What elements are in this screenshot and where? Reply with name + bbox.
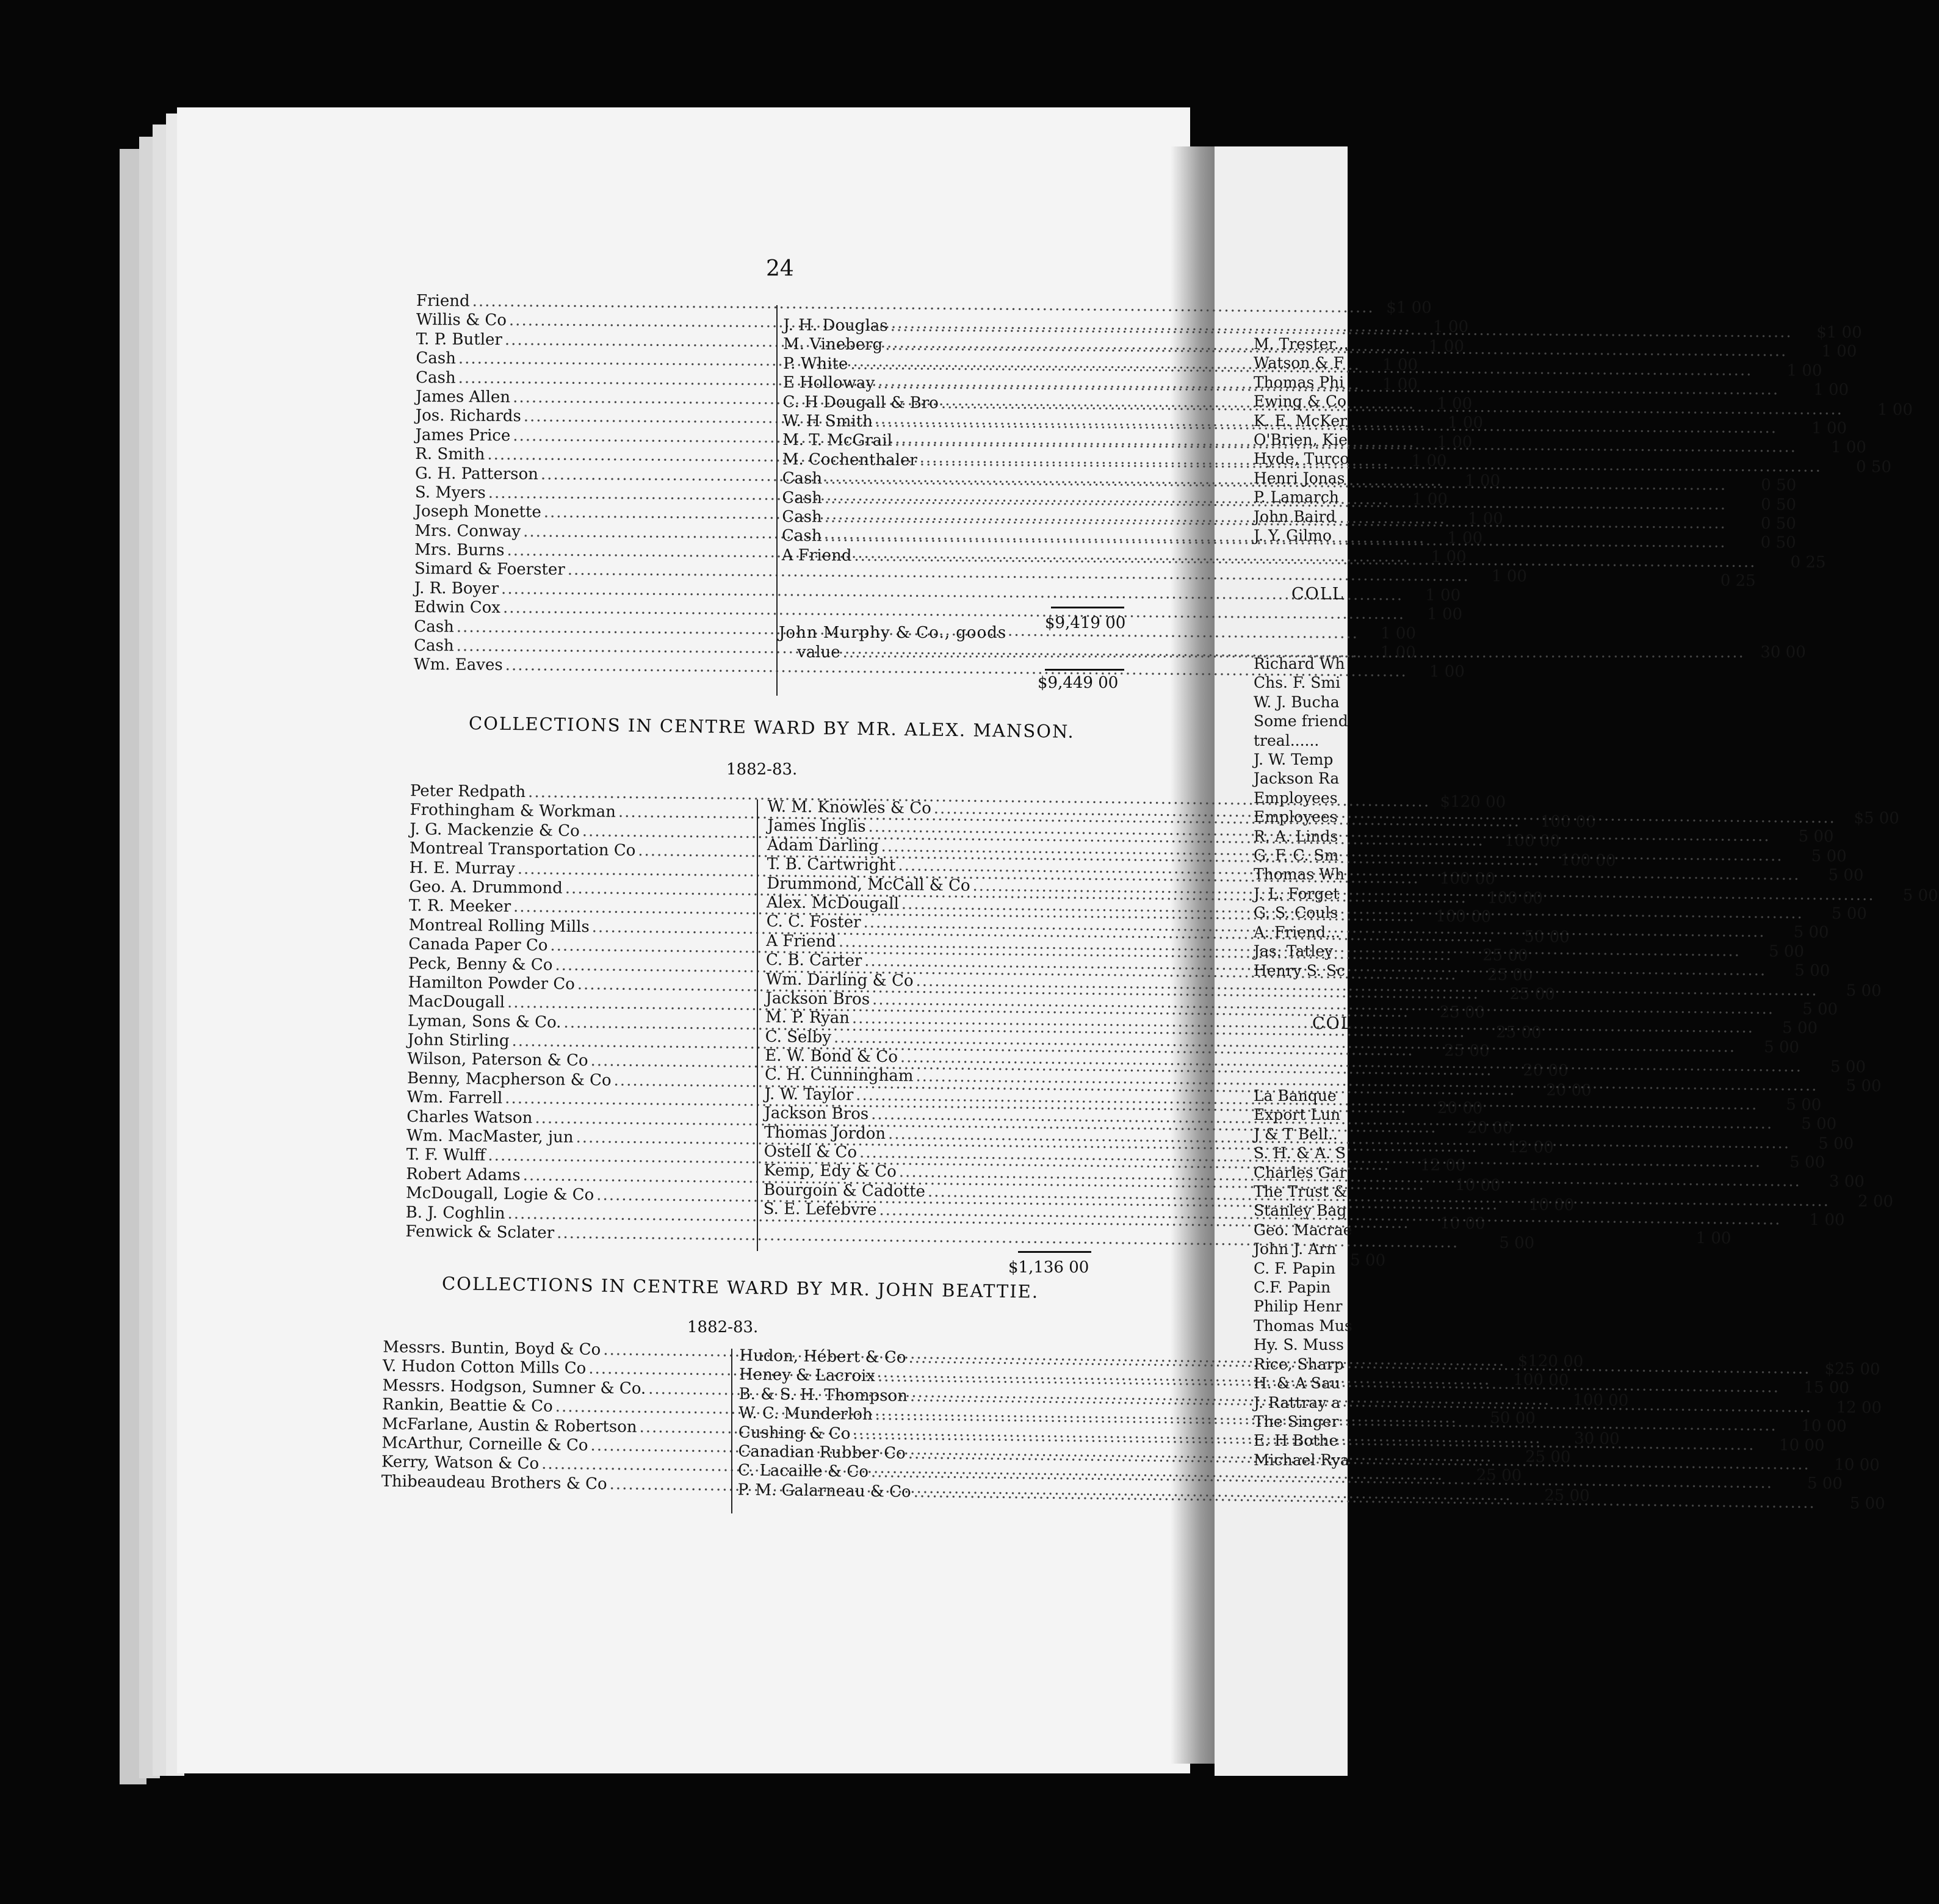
facing-page-entry: K. E. McKer — [1254, 411, 1348, 430]
entry-amount: 5 00 — [1798, 828, 1834, 846]
entry-name: T. B. Cartwright — [767, 855, 896, 875]
entry-name: C. B. Carter — [765, 951, 862, 970]
entry-name: Cash — [782, 507, 822, 527]
entry-name: M. P. Ryan — [765, 1008, 850, 1028]
entry-amount: 1 00 — [1437, 433, 1473, 452]
entry-name: C. Selby — [765, 1027, 832, 1047]
entry-amount: 12 00 — [1508, 1138, 1554, 1157]
entry-name: H. E. Murray — [409, 858, 515, 878]
entry-amount: 5 00 — [1768, 942, 1805, 961]
entry-name: John Stirling — [407, 1031, 510, 1050]
entry-amount: 3 00 — [1829, 1172, 1865, 1192]
entry-name: Fenwick & Sclater — [405, 1222, 555, 1242]
entry-amount: 5 00 — [1830, 1058, 1866, 1076]
entry-name: Wm. Eaves — [413, 655, 503, 675]
entry-amount: 1 00 — [1809, 1211, 1845, 1230]
facing-page-list-3 — [1254, 1086, 1352, 1469]
entry-amount: 1 00 — [1412, 490, 1448, 509]
entry-name: Simard & Foerster — [414, 560, 565, 580]
manson-total-rule — [1018, 1251, 1091, 1253]
entry-name: Wilson, Paterson & Co — [407, 1050, 588, 1070]
facing-page-entry: Stanley Bag — [1254, 1202, 1347, 1220]
entry-name: W. C. Munderloh — [738, 1404, 873, 1424]
entry-amount: 5 00 — [1789, 1153, 1825, 1172]
entry-amount: 25 00 — [1443, 1041, 1490, 1061]
entry-amount: 5 00 — [1807, 1474, 1843, 1493]
entry-name: Kerry, Watson & Co — [381, 1452, 540, 1474]
entry-amount: 0 50 — [1761, 495, 1797, 514]
top-total: $9,449 00 — [1038, 674, 1119, 692]
entry-name: Cash — [414, 617, 454, 636]
entry-name: Peck, Benny & Co — [408, 954, 553, 975]
facing-page-entry: The Singer — [1254, 1412, 1339, 1430]
entry-amount: 100 00 — [1573, 1391, 1629, 1410]
ledger-row — [783, 316, 1862, 342]
facing-page-entry: G. F. C. Sm — [1254, 846, 1339, 865]
facing-page-entry: Watson & F — [1254, 354, 1344, 372]
entry-name: E. W. Bond & Co — [765, 1047, 898, 1067]
entry-name: Jackson Bros — [764, 1104, 869, 1124]
entry-name: P. M. Galarneau & Co — [737, 1480, 911, 1501]
entry-amount: 1 00 — [1695, 1228, 1731, 1248]
entry-name: James Price — [415, 425, 511, 445]
entry-name: C. H. Cunningham — [764, 1066, 914, 1086]
ledger-row — [414, 560, 1527, 586]
entry-amount: 25 00 — [1509, 984, 1556, 1004]
entry-name: J. G. Mackenzie & Co — [410, 820, 580, 840]
entry-name: Cash — [781, 527, 822, 546]
entry-name: Cushing & Co — [738, 1423, 851, 1443]
entry-amount: 1 00 — [1380, 624, 1417, 643]
entry-name: A Friend — [781, 546, 852, 565]
entry-name: Robert Adams — [406, 1164, 521, 1185]
entry-name: Cash — [782, 488, 823, 507]
facing-page-entry: Richard Wh — [1254, 655, 1345, 673]
entry-amount: 1 00 — [1433, 318, 1469, 337]
facing-page-entry: J. W. Temp — [1254, 751, 1334, 769]
entry-amount: 20 00 — [1467, 1118, 1513, 1138]
entry-name: C. Lacaille & Co — [737, 1461, 869, 1482]
top-subtotal: $9,419 00 — [1045, 614, 1126, 632]
entry-amount: 1 00 — [1447, 414, 1484, 433]
facing-page-entry: C. F. Papin — [1254, 1259, 1336, 1277]
facing-page-entry: S. H. & A. S — [1254, 1144, 1346, 1163]
entry-name: Montreal Transportation Co — [409, 839, 636, 860]
entry-amount: 10 00 — [1778, 1435, 1825, 1455]
facing-page-entry: Thomas Mus — [1254, 1316, 1352, 1335]
entry-name: Canadian Rubber Co — [738, 1442, 906, 1463]
facing-page-entry: Export Lun — [1254, 1106, 1341, 1124]
entry-name: M. T. McGrail — [782, 431, 892, 450]
entry-name: Wm. MacMaster, jun — [406, 1127, 574, 1147]
entry-amount: 30 00 — [1573, 1429, 1620, 1448]
facing-page-entry: Ewing & Co — [1254, 392, 1347, 411]
entry-name: Benny, Macpherson & Co — [406, 1069, 612, 1090]
entry-amount: 1 00 — [1382, 356, 1418, 375]
entry-amount: 100 00 — [1435, 907, 1492, 926]
facing-page-heading-1: COLL — [1291, 585, 1345, 604]
entry-amount: 1 00 — [1467, 510, 1504, 528]
entry-name: M. Cochenthaler — [782, 450, 917, 470]
entry-amount: 1 00 — [1411, 452, 1447, 471]
entry-amount: 1 00 — [1427, 605, 1463, 624]
entry-name: Drummond, McCall & Co — [767, 874, 970, 895]
facing-page-entry: A. Friend... — [1254, 923, 1340, 941]
entry-amount: $120 00 — [1517, 1352, 1584, 1371]
entry-amount: 100 00 — [1513, 1371, 1569, 1390]
entry-amount: 100 00 — [1504, 831, 1560, 851]
entry-amount: 1 00 — [1877, 400, 1913, 419]
facing-page-entry: G. S. Couls — [1254, 904, 1338, 922]
entry-name: Charles Watson — [406, 1107, 533, 1127]
column-divider — [776, 305, 778, 696]
entry-name: Jos. Richards — [415, 406, 521, 426]
facing-page-entry: O'Brien, Kie — [1254, 431, 1348, 449]
entry-name: C. C. Foster — [766, 912, 861, 932]
entry-name: Cash — [416, 368, 456, 387]
entry-amount: 1 00 — [1380, 643, 1416, 662]
entry-name: Thibeaudeau Brothers & Co — [381, 1472, 607, 1493]
entry-name: W. M. Knowles & Co — [767, 798, 931, 818]
entry-name: MacDougall — [408, 992, 505, 1012]
facing-page-entry: Geo. Macrae — [1254, 1221, 1352, 1239]
entry-amount: 10 00 — [1455, 1175, 1501, 1195]
entry-name: B. & S. H. Thompson — [738, 1385, 908, 1405]
entry-name: T. R. Meeker — [408, 896, 511, 917]
entry-amount: 20 00 — [1523, 1061, 1569, 1081]
entry-name: S. Myers — [414, 483, 486, 502]
entry-amount: 1 00 — [1425, 586, 1461, 605]
entry-amount: 25 00 — [1439, 1003, 1486, 1022]
entry-amount: 25 00 — [1544, 1486, 1590, 1506]
entry-amount: $5 00 — [1854, 809, 1900, 828]
entry-amount: 1 00 — [1786, 361, 1822, 380]
facing-page-entry: Jas. Tatley — [1254, 942, 1334, 961]
facing-page-entry: Charles Gar — [1254, 1163, 1347, 1181]
entry-name: J. W. Taylor — [764, 1084, 854, 1105]
entry-name: Bourgoin & Cadotte — [763, 1180, 926, 1201]
facing-page-entry: Philip Henr — [1254, 1297, 1343, 1316]
entry-amount: 5 00 — [1818, 1134, 1854, 1153]
entry-name: Ostell & Co — [764, 1142, 858, 1162]
entry-amount: 1 00 — [1428, 337, 1465, 356]
facing-page-entry: treal...... — [1254, 731, 1320, 749]
entry-name: P. White — [782, 354, 848, 373]
entry-name: Jackson Bros — [765, 989, 870, 1009]
entry-name: Kemp, Edy & Co — [764, 1161, 897, 1181]
facing-page-list-1 — [1254, 334, 1349, 545]
facing-page-entry: R. A. Linds — [1254, 827, 1338, 845]
entry-name: Cash — [782, 469, 823, 488]
entry-name: Mrs. Conway — [414, 521, 521, 541]
entry-name: Geo. A. Drummond — [409, 878, 563, 898]
goods-entry-amount: 30 00 — [1760, 643, 1806, 662]
entry-name: Thomas Jordon — [764, 1123, 886, 1143]
entry-amount: 5 00 — [1499, 1233, 1535, 1253]
section-year-beattie: 1882-83. — [687, 1318, 759, 1336]
facing-page-entry: Hy. S. Muss — [1254, 1336, 1344, 1354]
facing-page-entry: Henry S. Sc — [1254, 961, 1345, 979]
entry-amount: 100 00 — [1439, 869, 1495, 889]
entry-name: E Holloway — [782, 373, 875, 393]
entry-name: Canada Paper Co — [408, 935, 548, 955]
entry-name: Alex. McDougall — [766, 893, 900, 914]
entry-amount: 5 00 — [1811, 846, 1847, 866]
entry-amount: 5 00 — [1782, 1019, 1818, 1038]
entry-name: Messrs. Hodgson, Sumner & Co. — [382, 1376, 646, 1398]
entry-name: Montreal Rolling Mills — [408, 915, 590, 936]
entry-amount: 0 25 — [1790, 553, 1826, 572]
entry-name: McArthur, Corneille & Co — [381, 1433, 588, 1455]
entry-amount: 0 50 — [1760, 514, 1796, 533]
facing-page-entry: Thomas Phi — [1254, 373, 1345, 391]
facing-page-entry: J. Y. Gilmo — [1254, 527, 1332, 545]
entry-name: Hamilton Powder Co — [408, 973, 576, 993]
entry-amount: 20 00 — [1546, 1081, 1592, 1100]
entry-amount: $1 00 — [1816, 323, 1862, 342]
entry-amount: 100 00 — [1560, 851, 1616, 870]
section-year-manson: 1882-83. — [726, 760, 798, 779]
facing-page-entry: Hyde, Turco — [1254, 450, 1349, 468]
facing-page-entry: John J. Arn — [1254, 1240, 1337, 1258]
section-heading-manson: COLLECTIONS IN CENTRE WARD BY MR. ALEX. MANSON. — [468, 713, 1075, 742]
entry-amount: 5 00 — [1902, 886, 1938, 905]
entry-amount: 0 50 — [1760, 533, 1796, 552]
facing-page-entry: P. Lamarch — [1254, 488, 1339, 507]
entry-name: Lyman, Sons & Co. — [407, 1011, 561, 1032]
entry-name: W. H Smith — [782, 411, 873, 431]
entry-name: S. E. Lefebvre — [763, 1200, 877, 1220]
total-rule — [1045, 669, 1124, 671]
column-divider — [757, 799, 758, 1251]
manson-total: $1,136 00 — [1008, 1258, 1089, 1277]
entry-name: Cash — [416, 349, 457, 368]
entry-amount: 20 00 — [1437, 1098, 1483, 1118]
entry-amount: 5 00 — [1828, 866, 1864, 885]
entry-name: McFarlane, Austin & Robertson — [381, 1415, 637, 1437]
entry-amount: 0 50 — [1855, 457, 1892, 477]
entry-name: Messrs. Buntin, Boyd & Co — [383, 1338, 601, 1359]
entry-amount: 5 00 — [1350, 1251, 1386, 1271]
facing-page-entry: H. & A Sau — [1254, 1374, 1341, 1393]
page-number: 24 — [766, 256, 794, 281]
entry-amount: 5 00 — [1846, 981, 1882, 1000]
facing-page-entry: La Banque — [1254, 1087, 1337, 1105]
entry-name: Adam Darling — [767, 835, 879, 856]
entry-name: Willis & Co — [416, 311, 507, 330]
entry-name: G. H. Patterson — [415, 464, 539, 483]
entry-name: Joseph Monette — [414, 502, 541, 522]
entry-amount: 25 00 — [1495, 1023, 1542, 1042]
entry-name: Hudon, Hébert & Co — [739, 1346, 906, 1367]
facing-page-entry: Rice, Sharp — [1254, 1355, 1344, 1373]
entry-amount: 100 00 — [1487, 889, 1544, 908]
ledger-row — [416, 291, 1432, 317]
entry-amount: 5 00 — [1794, 961, 1830, 981]
entry-amount: 1 00 — [1429, 663, 1465, 682]
entry-amount: 12 00 — [1836, 1398, 1882, 1418]
entry-amount: 10 00 — [1528, 1195, 1575, 1215]
facing-page-entry: Thomas Wh — [1254, 865, 1345, 884]
entry-name: J. H. Douglas — [783, 316, 888, 336]
entry-amount: 1 00 — [1431, 547, 1467, 567]
facing-page-entry: E. H Bothe — [1254, 1432, 1338, 1450]
entry-name: Peter Redpath — [410, 782, 526, 802]
entry-name: Wm. Darling & Co — [765, 970, 914, 990]
facing-page-entry: M. Trester... — [1254, 335, 1349, 353]
entry-name: B. J. Coghlin — [405, 1203, 505, 1223]
facing-page-entry: John Baird — [1254, 507, 1336, 525]
entry-amount: 5 00 — [1801, 1115, 1837, 1134]
entry-name: Wm. Farrell — [406, 1088, 503, 1108]
entry-amount: 50 00 — [1490, 1408, 1536, 1428]
entry-amount: 1 00 — [1821, 342, 1857, 361]
column-divider — [731, 1349, 732, 1513]
entry-amount: $25 00 — [1824, 1360, 1880, 1379]
entry-name: V. Hudon Cotton Mills Co — [382, 1357, 587, 1379]
goods-entry-line1: John Murphy & Co., goods — [779, 624, 1007, 642]
entry-name: R. Smith — [415, 445, 485, 464]
entry-amount: 25 00 — [1487, 965, 1533, 984]
facing-page-list-2 — [1254, 654, 1348, 980]
entry-amount: 2 00 — [1857, 1192, 1894, 1211]
entry-name: Mrs. Burns — [414, 541, 505, 560]
entry-amount: 1 00 — [1447, 528, 1483, 547]
entry-name: Friend — [416, 291, 470, 311]
entry-name: James Inglis — [767, 817, 866, 837]
entry-amount: 15 00 — [1804, 1379, 1850, 1398]
entry-amount: 1 00 — [1465, 471, 1501, 490]
facing-page-entry: Employees — [1254, 788, 1338, 807]
facing-page-entry: Chs. F. Smi — [1254, 674, 1341, 692]
entry-amount: 10 00 — [1834, 1455, 1880, 1475]
facing-page-entry: Jackson Ra — [1254, 770, 1340, 788]
entry-amount: 10 00 — [1801, 1416, 1847, 1436]
entry-name: Heney & Lacroix — [738, 1365, 876, 1386]
facing-page-entry: The Trust & — [1254, 1183, 1348, 1201]
subtotal-rule — [1051, 607, 1124, 608]
facing-page-entry: J. Rattray a — [1254, 1393, 1341, 1412]
entry-amount: 25 00 — [1482, 946, 1528, 965]
entry-name: T. P. Butler — [416, 330, 503, 349]
facing-page-entry: Michael Rya — [1254, 1451, 1349, 1469]
entry-amount: 5 00 — [1846, 1077, 1882, 1096]
entry-amount: 10 00 — [1440, 1214, 1486, 1233]
facing-page-entry: C.F. Papin — [1254, 1278, 1331, 1297]
facing-page-entry: W. J. Bucha — [1254, 693, 1340, 711]
entry-name: T. F. Wulff — [406, 1145, 486, 1165]
entry-name: Edwin Cox — [414, 598, 501, 618]
entry-amount: 1 00 — [1830, 438, 1867, 457]
entry-name: M. Vineberg — [783, 335, 883, 355]
entry-amount: 1 00 — [1811, 419, 1847, 438]
facing-page-entry: J. L. Forget — [1254, 884, 1340, 903]
entry-name: McDougall, Logie & Co — [405, 1184, 594, 1205]
entry-name: C. H Dougall & Bro — [782, 392, 939, 413]
entry-amount: 5 00 — [1849, 1494, 1885, 1513]
entry-amount: 5 00 — [1831, 904, 1868, 923]
entry-name: Cash — [414, 636, 454, 655]
entry-name: Rankin, Beattie & Co — [382, 1395, 553, 1416]
entry-amount: 50 00 — [1524, 927, 1570, 947]
entry-amount: 5 00 — [1793, 923, 1829, 942]
entry-amount: 5 00 — [1802, 1000, 1838, 1019]
goods-entry-value-label: value — [797, 643, 840, 662]
entry-name: A Friend — [766, 931, 837, 951]
facing-page-entry: Henri Jonas — [1254, 469, 1345, 487]
entry-amount: 12 00 — [1420, 1156, 1466, 1175]
entry-name: Frothingham & Workman — [410, 801, 616, 822]
entry-amount: 1 00 — [1437, 394, 1473, 414]
entry-amount: 5 00 — [1764, 1037, 1800, 1057]
entry-amount: 100 00 — [1540, 812, 1597, 832]
entry-amount: 25 00 — [1525, 1448, 1571, 1467]
facing-page-heading-2: COL — [1312, 1014, 1353, 1033]
section-heading-beattie: COLLECTIONS IN CENTRE WARD BY MR. JOHN BEATTIE. — [441, 1273, 1039, 1302]
entry-amount: 0 25 — [1720, 571, 1756, 591]
facing-page-entry: J & T Bell.. — [1254, 1125, 1338, 1143]
entry-name: J. R. Boyer — [414, 579, 499, 598]
entry-name: James Allen — [415, 387, 511, 407]
entry-amount: 0 50 — [1761, 476, 1797, 495]
entry-amount: $1 00 — [1386, 298, 1432, 317]
entry-amount: $120 00 — [1440, 792, 1506, 812]
entry-amount: 5 00 — [1786, 1095, 1822, 1115]
entry-amount: 25 00 — [1476, 1466, 1522, 1485]
entry-amount: 1 00 — [1491, 567, 1527, 586]
entry-amount: 1 00 — [1382, 375, 1418, 394]
entry-amount: 1 00 — [1813, 380, 1849, 400]
facing-page-entry: Some friend — [1254, 712, 1348, 730]
facing-page-entry: Employees — [1254, 808, 1338, 826]
